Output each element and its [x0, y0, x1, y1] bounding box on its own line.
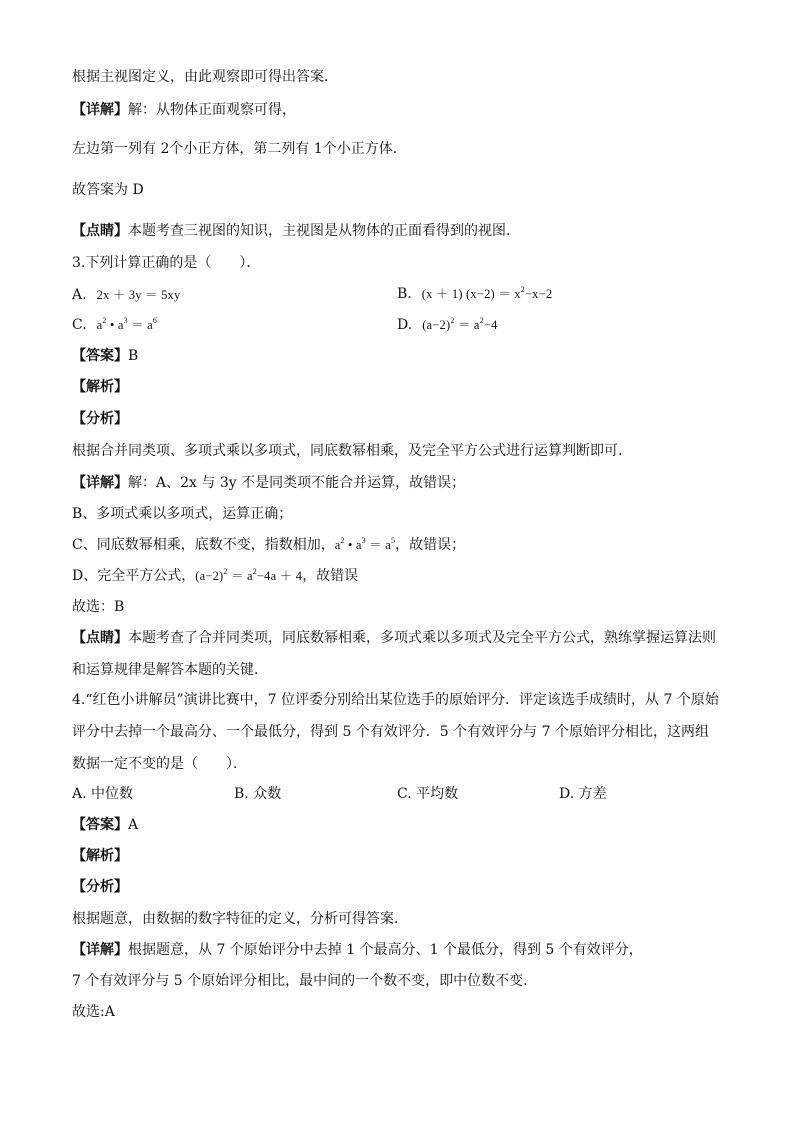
text: 本题考查三视图的知识，主视图是从物体的正面看得到的视图． — [128, 223, 520, 239]
text-line — [72, 441, 632, 461]
q3-option-c — [72, 315, 157, 335]
section-tag: 【解析】 — [72, 379, 128, 395]
q3-option-b — [397, 284, 552, 304]
inline-formula — [195, 569, 302, 583]
text-line — [72, 100, 296, 120]
exponent: 2 — [479, 316, 484, 325]
expr-part: ＝ a — [227, 569, 253, 583]
inline-formula — [335, 538, 395, 552]
exponent: 2 — [520, 285, 525, 294]
expr-part: −x−2 — [524, 287, 553, 301]
q3-option-a — [72, 285, 180, 305]
expr-part: (a−2) — [195, 569, 224, 583]
text: 解：从物体正面观察可得， — [128, 102, 296, 118]
text-line — [72, 566, 358, 586]
q4-option-a — [72, 784, 133, 804]
q4-option-b — [234, 784, 281, 804]
expr-part: ＝ a — [454, 318, 480, 332]
text: C、同底数幂相乘，底数不变，指数相加， — [72, 537, 335, 553]
section-tag: 【解析】 — [72, 848, 128, 864]
text: B、多项式乘以多项式，运算正确； — [72, 506, 293, 522]
q4-option-c — [397, 784, 458, 804]
analysis-heading — [72, 377, 128, 397]
exponent: 3 — [361, 536, 366, 545]
exponent: 2 — [223, 567, 228, 576]
expr-part: −4a ＋ 4 — [256, 569, 303, 583]
fenxi-heading — [72, 877, 128, 897]
section-tag: 【详解】 — [72, 102, 128, 118]
text: 故选：B — [72, 599, 125, 615]
section-tag: 【点睛】 — [72, 630, 128, 646]
text-line — [72, 1002, 115, 1022]
text-line — [72, 940, 643, 960]
question-4-stem — [72, 684, 722, 780]
exponent: 3 — [123, 316, 128, 325]
section-tag: 【答案】 — [72, 817, 128, 833]
exponent: 2 — [340, 536, 345, 545]
section-tag: 【点睛】 — [72, 223, 128, 239]
text: D、完全平方公式， — [72, 568, 196, 584]
option-letter: D. — [397, 317, 413, 333]
text: 7 个有效评分与 5 个原始评分相比，最中间的一个数不变，即中位数不变． — [72, 973, 538, 989]
section-tag: 【分析】 — [72, 411, 128, 427]
text-line — [72, 909, 408, 929]
answer-value: B — [128, 348, 139, 364]
text: 左边第一列有 2个小正方体，第二列有 1个小正方体． — [72, 141, 407, 157]
text: 本题考查了合并同类项，同底数幂相乘，多项式乘以多项式及完全平方公式，熟练掌握运算法则和运算规律是解答本题的关键． — [72, 630, 716, 678]
answer-line — [72, 346, 138, 366]
text-line — [72, 139, 407, 159]
text: 4.“红色小讲解员”演讲比赛中，7 位评委分别给出某位选手的原始评分．评定该选手成绩时，从 7 个原始评分中去掉一个最高分、一个最低分，得到 5 个有效评分．5 个有效评分与 7 个原始评分相比，这两组数据一定不变的是（ ）． — [72, 692, 719, 772]
expr-part: • a — [344, 538, 362, 552]
expr-part: ＝ a — [127, 318, 153, 332]
expr-part: ＝ a — [365, 538, 391, 552]
text: 根据主视图定义，由此观察即可得出答案． — [72, 69, 338, 85]
exponent: 2 — [252, 567, 257, 576]
option-letter: B. — [397, 286, 412, 302]
option-text: A. 中位数 — [72, 786, 134, 802]
text: 解：A、2x 与 3y 不是同类项不能合并运算，故错误； — [128, 475, 466, 491]
expr-part: a — [96, 318, 103, 332]
exponent: 2 — [102, 316, 107, 325]
text-line — [72, 221, 520, 241]
option-letter: A. — [72, 287, 87, 303]
text-line — [72, 67, 338, 87]
q3-option-d — [397, 315, 498, 335]
fenxi-heading — [72, 409, 128, 429]
analysis-heading — [72, 846, 128, 866]
section-tag: 【答案】 — [72, 348, 128, 364]
text: 3.下列计算正确的是（ ）． — [72, 255, 261, 271]
section-tag: 【详解】 — [72, 475, 128, 491]
exponent: 6 — [152, 316, 158, 325]
option-expression — [422, 287, 553, 301]
text: 根据题意，由数据的数字特征的定义，分析可得答案． — [72, 911, 408, 927]
text: 故答案为 D — [72, 182, 144, 198]
option-text: C. 平均数 — [397, 786, 459, 802]
q4-option-d — [559, 784, 607, 804]
expr-part: • a — [106, 318, 124, 332]
section-tag: 【分析】 — [72, 879, 128, 895]
text-line — [72, 180, 144, 200]
option-letter: C. — [72, 317, 87, 333]
text: 故选:A — [72, 1004, 115, 1020]
comment-paragraph — [72, 622, 722, 686]
answer-value: A — [128, 817, 139, 833]
text-line — [72, 504, 292, 524]
expr-part: (x ＋ 1) (x−2) ＝ x — [421, 287, 521, 301]
option-text: B. 众数 — [234, 786, 282, 802]
option-expression: 2x ＋ 3y ＝ 5xy — [96, 288, 181, 302]
option-expression — [422, 318, 497, 332]
exponent: 2 — [450, 316, 455, 325]
option-expression — [97, 318, 157, 332]
text-line — [72, 473, 465, 493]
expr-part: −4 — [483, 318, 498, 332]
text-line — [72, 597, 124, 617]
expr-part: a — [334, 538, 341, 552]
expr-part: (a−2) — [422, 318, 451, 332]
text: 根据合并同类项、多项式乘以多项式，同底数幂相乘，及完全平方公式进行运算判断即可． — [72, 443, 632, 459]
text-line — [72, 535, 465, 555]
text: ，故错误； — [395, 537, 466, 553]
text: ，故错误 — [302, 568, 359, 584]
answer-line — [72, 815, 138, 835]
text: 根据题意，从 7 个原始评分中去掉 1 个最高分、1 个最低分，得到 5 个有效评分， — [128, 942, 643, 958]
text-line — [72, 971, 537, 991]
option-text: D. 方差 — [559, 786, 607, 802]
section-tag: 【详解】 — [72, 942, 128, 958]
question-3-stem — [72, 253, 260, 273]
exponent: 5 — [390, 536, 396, 545]
